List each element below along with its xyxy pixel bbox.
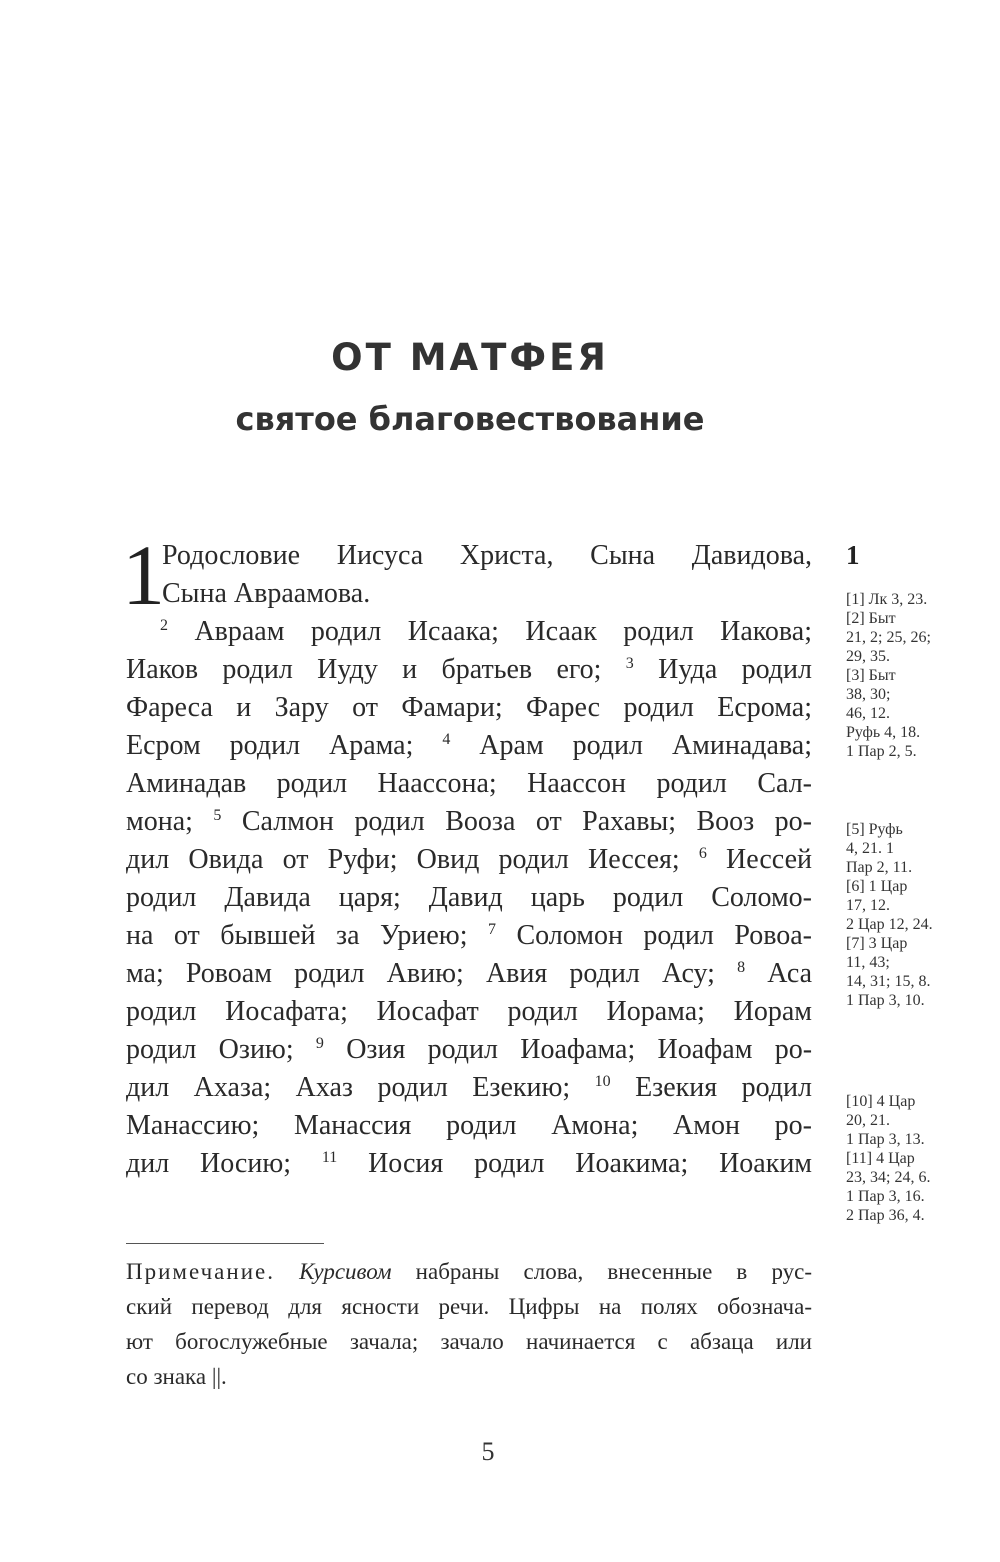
- margin-references: [846, 1092, 976, 1225]
- margin-reference: [2] Быт: [846, 610, 896, 627]
- text-line: $^2$ Авраам родил Исаака; Исаак родил Иакова;: [160, 616, 812, 647]
- page-number: 5: [481, 1437, 495, 1466]
- margin-reference: 2 Пар 36, 4.: [846, 1207, 925, 1224]
- text-line: дил Овида от Руфи; Овид родил Иессея; $^6$ Иессей: [126, 844, 812, 875]
- verse-number: 3: [625, 655, 634, 672]
- text-line: Фареса и Зару от Фамари; Фарес родил Есрома;: [126, 692, 812, 723]
- text-line: родил Иосафата; Иосафат родил Иорама; Иорам: [126, 996, 812, 1027]
- book-subtitle: святое благовествование: [235, 400, 705, 438]
- margin-reference: 4, 21. 1: [846, 840, 894, 857]
- text-line: Родословие Иисуса Христа, Сына Давидова,: [162, 540, 812, 571]
- margin-reference: [6] 1 Цар: [846, 878, 908, 895]
- text-line: Манассию; Манассия родил Амона; Амон ро-: [126, 1110, 812, 1141]
- margin-reference: 1 Пар 3, 13.: [846, 1131, 925, 1148]
- margin-reference: 11, 43;: [846, 954, 890, 971]
- margin-reference: 46, 12.: [846, 705, 890, 722]
- margin-reference: 29, 35.: [846, 648, 890, 665]
- margin-reference: 14, 31; 15, 8.: [846, 973, 931, 990]
- verse-number: 5: [213, 807, 222, 824]
- margin-reference: 23, 34; 24, 6.: [846, 1169, 931, 1186]
- text-line: родил Озию; $^9$ Озия родил Иоафама; Иоафам ро-: [126, 1034, 813, 1065]
- text-line: дил Иосию; $^{11}$ Иосия родил Иоакима; Иоаким: [126, 1148, 813, 1179]
- text-line: мона; $^5$ Салмон родил Вооза от Рахавы; Вооз ро-: [126, 806, 813, 837]
- text-line: ма; Ровоам родил Авию; Авия родил Асу; $^8$ Аса: [126, 958, 813, 989]
- footnote-line: со знака ||.: [126, 1364, 227, 1389]
- verse-number: 2: [160, 617, 168, 634]
- footnote-line: ский перевод для ясности речи. Цифры на полях обознача-: [126, 1294, 812, 1319]
- verse-number: 8: [737, 959, 746, 976]
- margin-references: [846, 590, 976, 761]
- margin-reference: 1 Пар 3, 10.: [846, 992, 925, 1009]
- book-title: ОТ МАТФЕЯ: [331, 336, 609, 379]
- verse-number: 4: [442, 731, 451, 748]
- margin-reference: 38, 30;: [846, 686, 891, 703]
- margin-reference: 1 Пар 3, 16.: [846, 1188, 925, 1205]
- margin-reference: [5] Руфь: [846, 821, 903, 838]
- margin-reference: [7] 3 Цар: [846, 935, 908, 952]
- footnote-line: ют богослужебные зачала; зачало начинается с абзаца или: [126, 1329, 812, 1354]
- margin-reference: [10] 4 Цар: [846, 1093, 916, 1110]
- margin-reference: 2 Цар 12, 24.: [846, 916, 933, 933]
- margin-reference: [11] 4 Цар: [846, 1150, 915, 1167]
- margin-reference: Пар 2, 11.: [846, 859, 913, 876]
- margin-reference: [3] Быт: [846, 667, 896, 684]
- margin-chapter-number: 1: [846, 540, 860, 570]
- margin-reference: [1] Лк 3, 23.: [846, 591, 928, 608]
- text-line: Аминадав родил Наассона; Наассон родил Сал-: [126, 768, 812, 799]
- margin-reference: 17, 12.: [846, 897, 890, 914]
- margin-reference: Руфь 4, 18.: [846, 724, 921, 741]
- text-line: Есром родил Арама; $^4$ Арам родил Аминадава;: [126, 730, 813, 761]
- margin-references: [846, 820, 976, 1010]
- margin-reference: 1 Пар 2, 5.: [846, 743, 917, 760]
- chapter-drop-cap: 1: [122, 527, 165, 623]
- footnote-divider: [126, 1243, 324, 1244]
- text-line: родил Давида царя; Давид царь родил Соломо-: [126, 882, 812, 913]
- text-line: Сына Авраамова.: [162, 578, 371, 609]
- margin-reference: 20, 21.: [846, 1112, 890, 1129]
- verse-number: 9: [315, 1035, 324, 1052]
- footnote-line: Примечание. Курсивом набраны слова, внесенные в рус-: [126, 1259, 813, 1284]
- text-line: на от бывшей за Уриею; $^7$ Соломон родил Ровоа-: [126, 920, 812, 951]
- margin-reference: 21, 2; 25, 26;: [846, 629, 931, 646]
- verse-number: 10: [594, 1073, 611, 1090]
- verse-number: 11: [321, 1149, 338, 1166]
- verse-number: 6: [698, 845, 707, 862]
- text-line: дил Ахаза; Ахаз родил Езекию; $^{10}$ Езекия родил: [126, 1072, 812, 1103]
- verse-number: 7: [487, 921, 496, 938]
- text-line: Иаков родил Иуду и братьев его; $^3$ Иуда родил: [126, 654, 813, 685]
